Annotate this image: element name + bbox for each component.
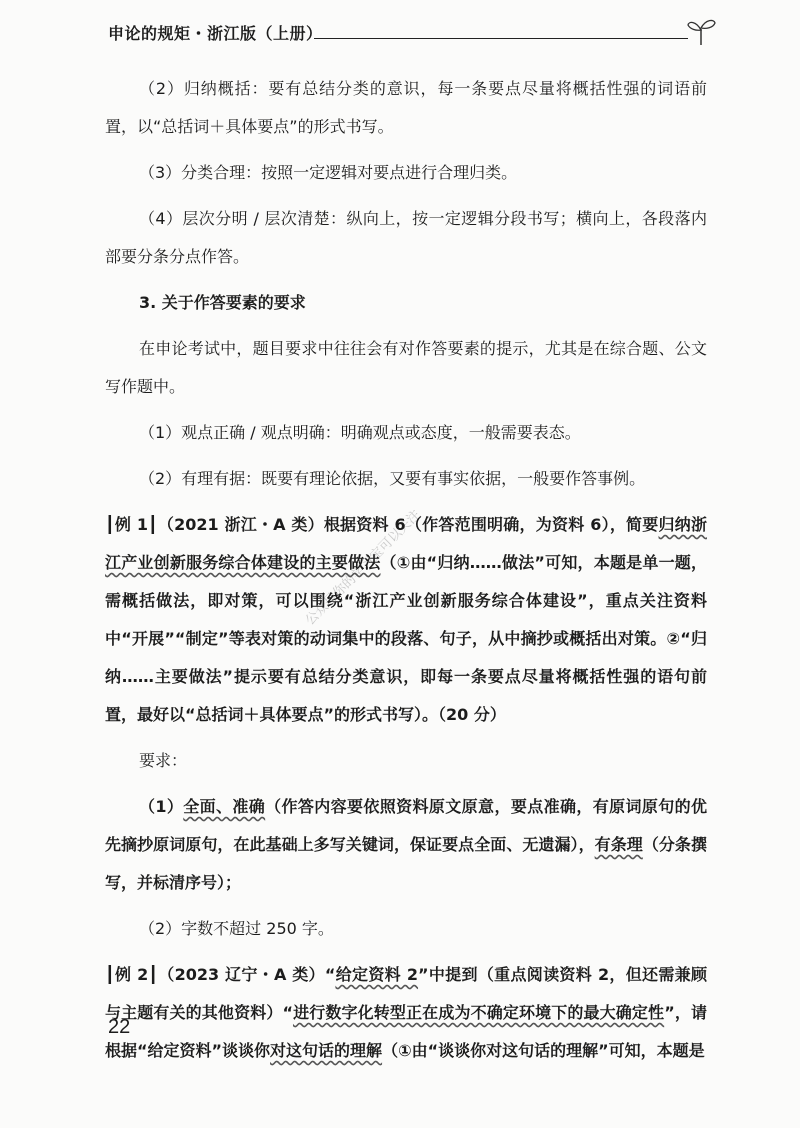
header-rule [314, 38, 688, 39]
example-2: ┃例 2┃（2023 辽宁・A 类）“给定资料 2”中提到（重点阅读资料 2，但还需兼顾与主题有关的其他资料）“进行数字化转型正在成为不确定环境下的最大确定性”，请根据“给定资料”谈谈你对这句话的理解（①由“谈谈你对这句话的理解”可知，本题是 [105, 965, 707, 1060]
page-body [105, 70, 707, 1078]
example-1-label: ┃例 1┃ [105, 515, 158, 534]
section-heading: 3. 关于作答要素的要求 [139, 293, 306, 312]
paragraph-summarize: （2）归纳概括：要有总结分类的意识，每一条要点尽量将概括性强的词语前置，以“总括词＋具体要点”的形式书写。 [105, 79, 707, 136]
paragraph-classify: （3）分类合理：按照一定逻辑对要点进行合理归类。 [139, 163, 518, 182]
example-2-source: （2023 辽宁・A 类） [157, 965, 325, 984]
requirement-1: （1）全面、准确（作答内容要依照资料原文原意，要点准确，有原词原句的优先摘抄原词原句，在此基础上多写关键词，保证要点全面、无遗漏），有条理（分条撰写，并标清序号）； [105, 797, 707, 892]
header-title: 申论的规矩・浙江版（上册） [108, 24, 323, 43]
requirements-title: 要求： [139, 751, 188, 770]
watermark: 公众号你的学习宝可以关注 [302, 507, 424, 629]
running-header [100, 21, 720, 51]
example-1: ┃例 1┃（2021 浙江・A 类）根据资料 6（作答范围明确，为资料 6），简要归纳浙江产业创新服务综合体建设的主要做法（①由“归纳……做法”可知，本题是单一题，需概括做法，即对策，可以围绕“浙江产业创新服务综合体建设”，重点关注资料中“开展”“制定”等表对策的动词集中的段落、句子，从中摘抄或概括出对策。②“归纳……主要做法”提示要有总结分类意识，即每一条要点尽量将概括性强的语句前置，最好以“总括词＋具体要点”的形式书写）。（20 分） [105, 515, 707, 724]
paragraph-viewpoint: （1）观点正确 / 观点明确：明确观点或态度，一般需要表态。 [139, 423, 581, 442]
example-2-label: ┃例 2┃ [105, 965, 158, 984]
paragraph-layers: （4）层次分明 / 层次清楚：纵向上，按一定逻辑分段书写；横向上，各段落内部要分条分点作答。 [105, 209, 707, 266]
example-1-source: （2021 浙江・A 类） [157, 515, 324, 534]
page-number: 22 [108, 1016, 131, 1038]
paragraph-evidence: （2）有理有据：既要有理论依据，又要有事实依据，一般要作答事例。 [139, 469, 646, 488]
paragraph-intro: 在申论考试中，题目要求中往往会有对作答要素的提示，尤其是在综合题、公文写作题中。 [105, 339, 707, 396]
sprout-icon [684, 15, 718, 49]
requirement-2: （2）字数不超过 250 字。 [139, 919, 334, 938]
example-1-underlined: 归纳浙江产业创新服务综合体建设的主要做法 [105, 515, 707, 572]
